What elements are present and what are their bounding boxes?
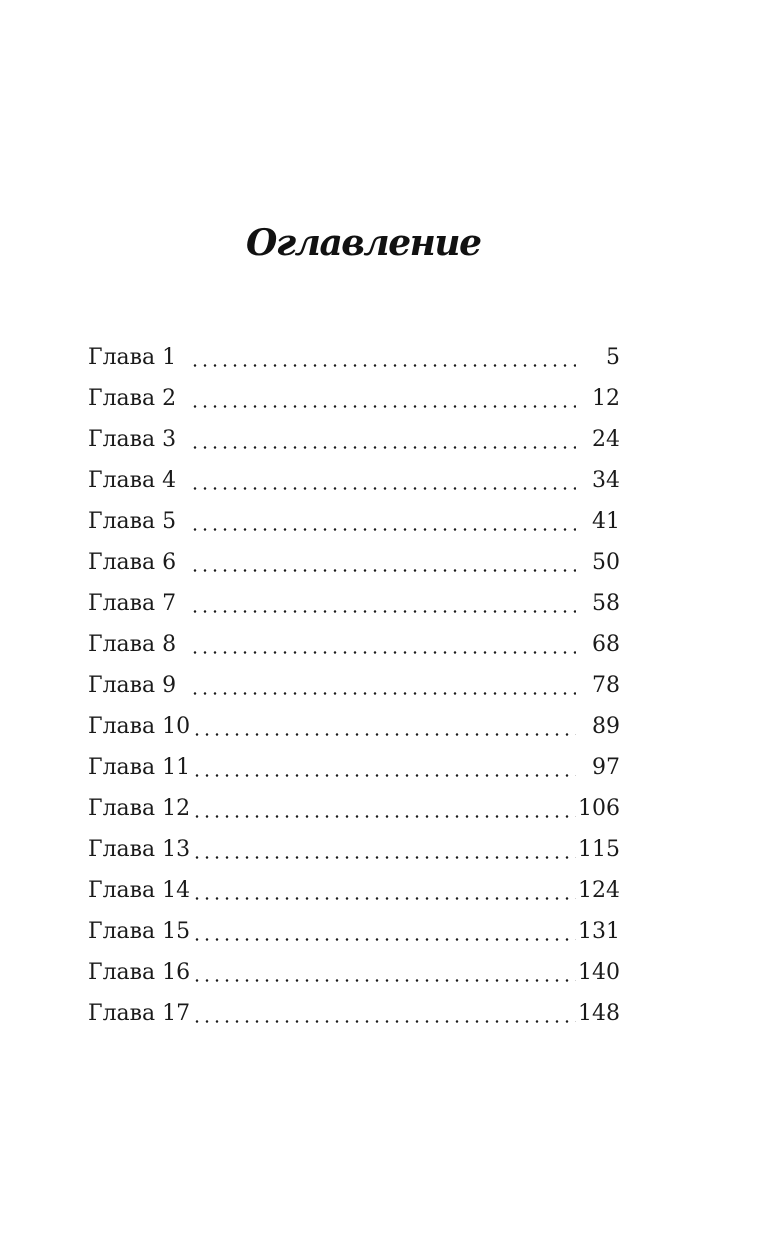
toc-entry-label: Глава 8 (88, 632, 177, 657)
toc-entry-label: Глава 16 (88, 960, 191, 985)
toc-entry-page: 68 (592, 632, 620, 657)
toc-entry-page: 58 (592, 591, 620, 616)
toc-leader-dots (188, 378, 578, 419)
toc-entry-page: 41 (592, 509, 620, 534)
toc-entry-page: 148 (578, 1001, 620, 1026)
toc-entry-page: 106 (578, 796, 620, 821)
toc-leader-dots (190, 911, 578, 952)
toc-leader-dots (188, 337, 578, 378)
toc-entry-label: Глава 6 (88, 550, 177, 575)
toc-entry (88, 419, 620, 460)
toc-leader-dots (190, 952, 578, 993)
toc-entry (88, 993, 620, 1034)
toc-entry-label: Глава 3 (88, 427, 177, 452)
toc-entry-label: Глава 2 (88, 386, 177, 411)
toc-entry (88, 624, 620, 665)
toc-entry (88, 870, 620, 911)
toc-entry-page: 140 (578, 960, 620, 985)
toc-entry-page: 12 (592, 386, 620, 411)
toc-entry (88, 583, 620, 624)
toc-leader-dots (190, 747, 578, 788)
toc-entry-page: 97 (592, 755, 620, 780)
toc-entry (88, 706, 620, 747)
toc-entry-page: 89 (592, 714, 620, 739)
toc-leader-dots (190, 788, 578, 829)
toc-entry (88, 829, 620, 870)
toc-entry-label: Глава 9 (88, 673, 177, 698)
toc-entry-label: Глава 12 (88, 796, 191, 821)
toc-entry (88, 952, 620, 993)
toc-entry (88, 542, 620, 583)
toc-entry-page: 24 (592, 427, 620, 452)
toc-entry-label: Глава 11 (88, 755, 191, 780)
toc-entry-page: 5 (606, 345, 620, 370)
toc-entry-page: 124 (578, 878, 620, 903)
toc-entry (88, 337, 620, 378)
toc-entry-page: 34 (592, 468, 620, 493)
toc-leader-dots (190, 829, 578, 870)
toc-entry-page: 115 (578, 837, 620, 862)
toc-entry-label: Глава 5 (88, 509, 177, 534)
toc-leader-dots (188, 419, 578, 460)
toc-entry-label: Глава 1 (88, 345, 177, 370)
toc-leader-dots (190, 870, 578, 911)
toc-leader-dots (188, 624, 578, 665)
table-of-contents (88, 337, 620, 1034)
toc-leader-dots (190, 993, 578, 1034)
toc-entry-label: Глава 14 (88, 878, 191, 903)
toc-leader-dots (190, 706, 578, 747)
toc-entry (88, 501, 620, 542)
toc-entry-page: 78 (592, 673, 620, 698)
toc-entry (88, 665, 620, 706)
toc-entry-label: Глава 7 (88, 591, 177, 616)
toc-entry-label: Глава 15 (88, 919, 191, 944)
toc-leader-dots (188, 501, 578, 542)
toc-entry (88, 788, 620, 829)
toc-leader-dots (188, 583, 578, 624)
toc-entry-label: Глава 17 (88, 1001, 191, 1026)
toc-leader-dots (188, 460, 578, 501)
toc-entry-page: 50 (592, 550, 620, 575)
page-title: Оглавление (246, 222, 481, 264)
toc-entry (88, 747, 620, 788)
toc-entry-label: Глава 13 (88, 837, 191, 862)
toc-leader-dots (188, 665, 578, 706)
toc-entry (88, 460, 620, 501)
toc-leader-dots (188, 542, 578, 583)
toc-entry (88, 911, 620, 952)
toc-entry-label: Глава 10 (88, 714, 191, 739)
toc-entry-label: Глава 4 (88, 468, 177, 493)
toc-entry-page: 131 (578, 919, 620, 944)
toc-entry (88, 378, 620, 419)
